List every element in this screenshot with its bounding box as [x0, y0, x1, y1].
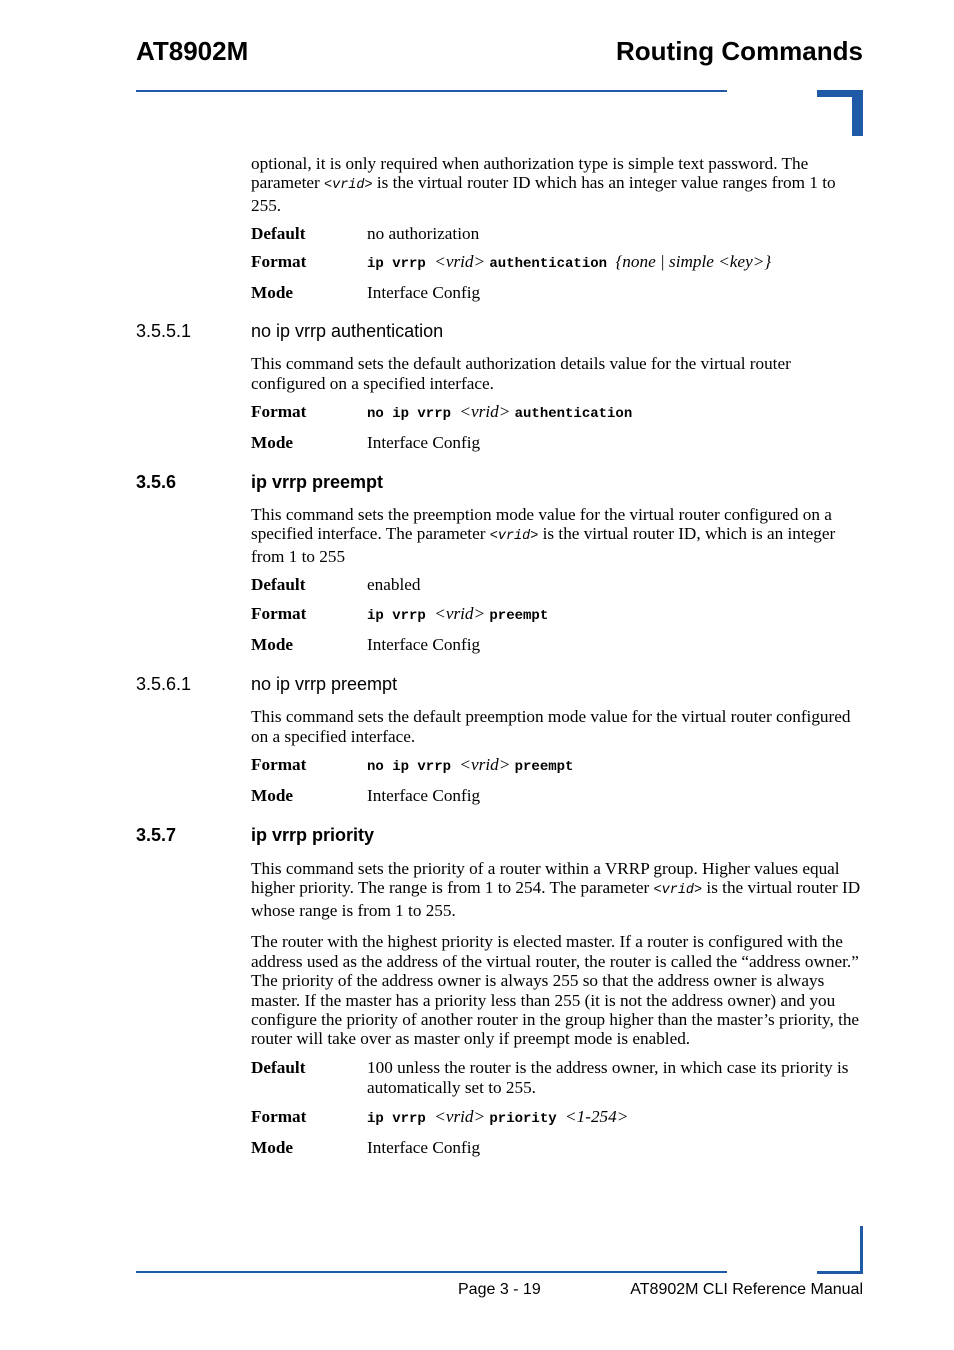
section-356-format-row: Format ip vrrp <vrid> preempt [251, 604, 549, 625]
intro-mode-row: Mode Interface Config [251, 283, 481, 303]
chapter-title: Routing Commands [616, 36, 863, 66]
page-content [136, 154, 863, 1158]
page-number: Page 3 - 19 [458, 1281, 541, 1298]
section-3561-mode-row: Mode Interface Config [251, 786, 481, 806]
section-heading-3551: 3.5.5.1 no ip vrrp authentication [136, 321, 444, 342]
section-357-default-row: Default 100 unless the router is the address owner, in which case its priority is automatically set to 255. [251, 1057, 849, 1097]
section-heading-3561: 3.5.6.1 no ip vrrp preempt [136, 674, 398, 695]
manual-title: AT8902M CLI Reference Manual [630, 1281, 863, 1298]
document-title: AT8902M [136, 36, 249, 66]
section-3551-mode-row: Mode Interface Config [251, 433, 481, 453]
header-corner-mark-vertical [852, 90, 863, 136]
section-357-format-row: Format ip vrrp <vrid> priority <1-254> [251, 1106, 629, 1127]
intro-format-row: Format ip vrrp <vrid> authentication {none | simple <key>} [251, 252, 772, 273]
footer-rule [136, 1271, 727, 1273]
footer-corner-mark [817, 1271, 863, 1274]
section-356-paragraph: This command sets the preemption mode value for the virtual router configured on a specified interface. The parameter <vrid> is the virtual router ID, which is an integer from 1 to 255 [251, 505, 836, 566]
section-3551-format-row: Format no ip vrrp <vrid> authentication [251, 402, 633, 423]
section-357-mode-row: Mode Interface Config [251, 1137, 481, 1157]
section-3551-paragraph: This command sets the default authorization details value for the virtual router configured on a specified interface. [251, 354, 791, 393]
section-357-paragraph-2: The router with the highest priority is elected master. If a router is configured with the address used as the address of the virtual router, the router is called the “address owner.” The priority of the address owner is always 255 so that the address owner is always master. If the master has a priority less than 255 (it is not the address owner) and you configure the priority of another router in the group higher than the master’s priority, the router will take over as master only if preempt mode is enabled. [251, 932, 860, 1049]
section-357-paragraph-1: This command sets the priority of a router within a VRRP group. Higher values equal higher priority. The range is from 1 to 254. The parameter <vrid> is the virtual router ID whose range is from 1 to 255. [251, 859, 861, 920]
intro-default-row: Default no authorization [251, 224, 480, 244]
header-rule [136, 90, 727, 92]
section-3561-format-row: Format no ip vrrp <vrid> preempt [251, 755, 574, 776]
intro-paragraph: optional, it is only required when authorization type is simple text password. The parameter <vrid> is the virtual router ID which has an integer value ranges from 1 to 255. [251, 154, 836, 215]
section-356-default-row: Default enabled [251, 575, 421, 595]
section-heading-356: 3.5.6 ip vrrp preempt [136, 472, 384, 493]
section-356-mode-row: Mode Interface Config [251, 635, 481, 655]
section-3561-paragraph: This command sets the default preemption mode value for the virtual router configured on a specified interface. [251, 707, 851, 746]
section-heading-357: 3.5.7 ip vrrp priority [136, 825, 375, 846]
footer-corner-mark-vertical [860, 1226, 863, 1274]
